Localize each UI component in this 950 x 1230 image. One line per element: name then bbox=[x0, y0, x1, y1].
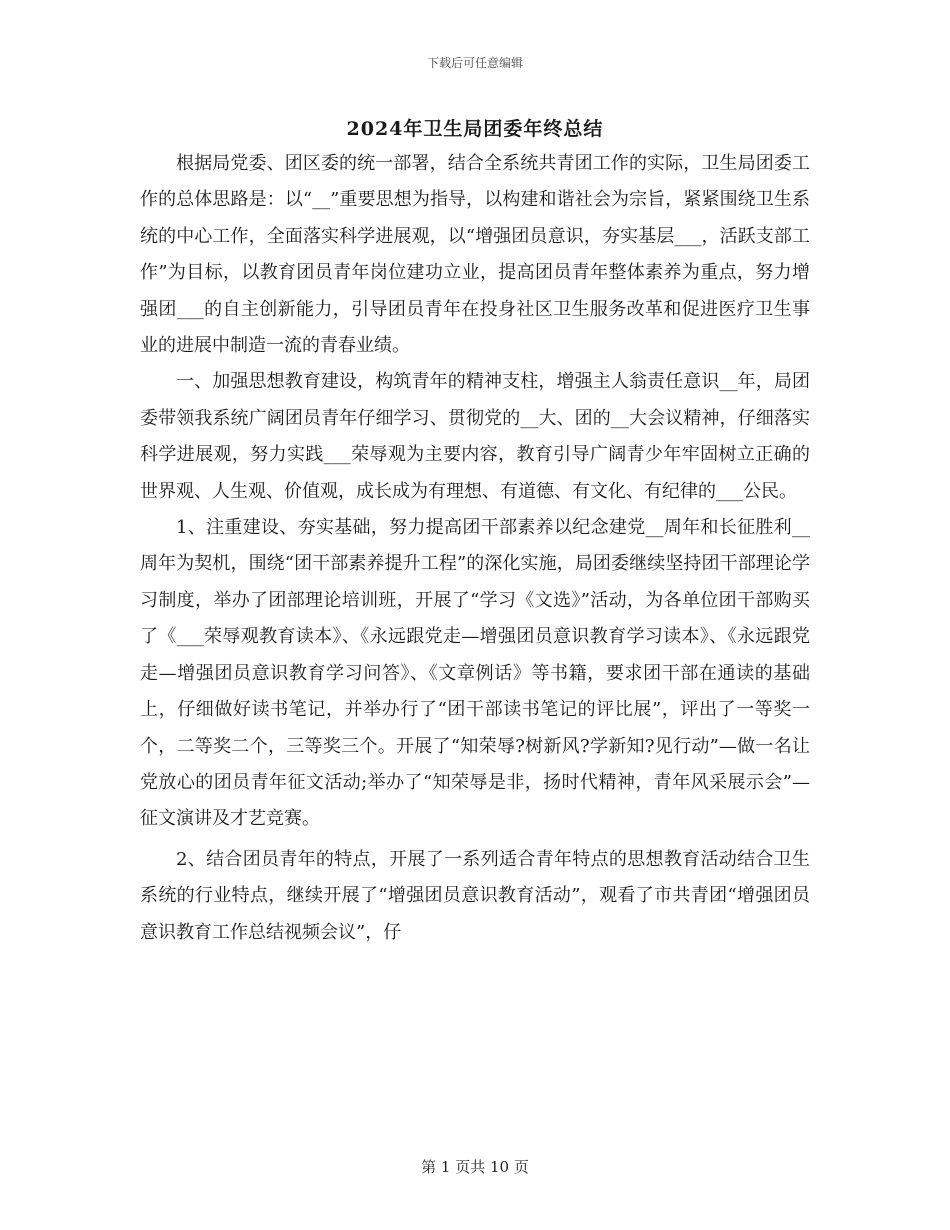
document-title: 2024年卫生局团委年终总结 bbox=[346, 118, 604, 140]
document-body bbox=[140, 146, 810, 951]
header-note: 下载后可任意编辑 bbox=[426, 56, 523, 70]
paragraph-section-one: 一、加强思想教育建设，构筑青年的精神支柱，增强主人翁责任意识__年，局团委带领我系统广阔团员青年仔细学习、贯彻党的__大、团的__大会议精神，仔细落实科学进展观，努力实践___荣辱观为主要内容，教育引导广阔青少年牢固树立正确的世界观、人生观、价值观，成长成为有理想、有道德、有文化、有纪律的___公民。 bbox=[140, 371, 810, 502]
paragraph-item-one: 1、注重建设、夯实基础，努力提高团干部素养以纪念建党__周年和长征胜利__周年为契机，围绕“团干部素养提升工程”的深化实施，局团委继续坚持团干部理论学习制度，举办了团部理论培训班，开展了“学习《文选》”活动，为各单位团干部购买了《___荣辱观教育读本》、《永远跟党走—增强团员意识教育学习读本》、《永远跟党走—增强团员意识教育学习问答》、《文章例话》等书籍，要求团干部在通读的基础上，仔细做好读书笔记，并举办行了“团干部读书笔记的评比展”，评出了一等奖一个，二等奖二个，三等奖三个。开展了“知荣辱?树新风?学新知?见行动”—做一名让党放心的团员青年征文活动;举办了“知荣辱是非，扬时代精神，青年风采展示会”—征文演讲及才艺竞赛。 bbox=[140, 517, 810, 830]
paragraph-intro: 根据局党委、团区委的统一部署，结合全系统共青团工作的实际，卫生局团委工作的总体思路是：以“__”重要思想为指导，以构建和谐社会为宗旨，紧紧围绕卫生系统的中心工作，全面落实科学进展观，以“增强团员意识，夯实基层___，活跃支部工作”为目标，以教育团员青年岗位建功立业，提高团员青年整体素养为重点，努力增强团___的自主创新能力，引导团员青年在投身社区卫生服务改革和促进医疗卫生事业的进展中制造一流的青春业绩。 bbox=[140, 153, 810, 357]
page-number: 第 1 页共 10 页 bbox=[421, 1158, 529, 1176]
paragraph-item-two: 2、结合团员青年的特点，开展了一系列适合青年特点的思想教育活动结合卫生系统的行业特点，继续开展了“增强团员意识教育活动”，观看了市共青团“增强团员意识教育工作总结视频会议”，仔 bbox=[140, 848, 810, 943]
